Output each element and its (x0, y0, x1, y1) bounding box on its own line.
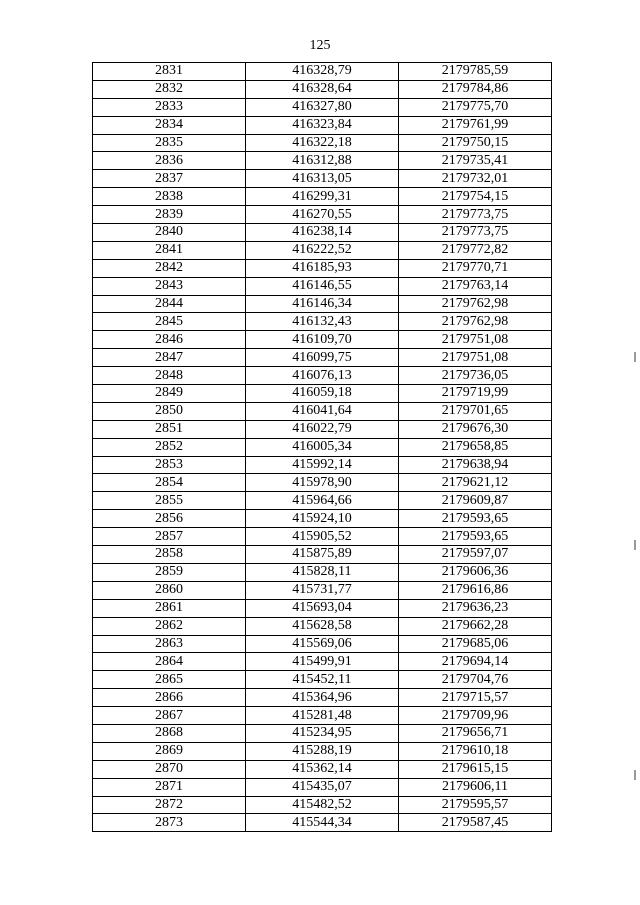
y-coordinate-cell: 2179595,57 (399, 796, 552, 814)
point-number-cell: 2844 (93, 295, 246, 313)
table-row (93, 707, 552, 725)
point-number-cell: 2863 (93, 635, 246, 653)
y-coordinate-cell: 2179658,85 (399, 438, 552, 456)
table-row (93, 563, 552, 581)
table-row (93, 206, 552, 224)
table-row (93, 80, 552, 98)
x-coordinate-cell: 415693,04 (246, 599, 399, 617)
x-coordinate-cell: 415435,07 (246, 778, 399, 796)
point-number-cell: 2845 (93, 313, 246, 331)
table-row (93, 295, 552, 313)
table-row (93, 259, 552, 277)
point-number-cell: 2842 (93, 259, 246, 277)
table-row (93, 617, 552, 635)
point-number-cell: 2861 (93, 599, 246, 617)
table-row (93, 599, 552, 617)
x-coordinate-cell: 415924,10 (246, 510, 399, 528)
scan-edge-mark (634, 352, 636, 362)
table-row (93, 331, 552, 349)
y-coordinate-cell: 2179762,98 (399, 295, 552, 313)
point-number-cell: 2839 (93, 206, 246, 224)
y-coordinate-cell: 2179616,86 (399, 581, 552, 599)
x-coordinate-cell: 416022,79 (246, 420, 399, 438)
x-coordinate-cell: 415731,77 (246, 581, 399, 599)
table-row (93, 528, 552, 546)
point-number-cell: 2846 (93, 331, 246, 349)
table-row (93, 546, 552, 564)
table-row (93, 510, 552, 528)
point-number-cell: 2836 (93, 152, 246, 170)
x-coordinate-cell: 416005,34 (246, 438, 399, 456)
y-coordinate-cell: 2179701,65 (399, 402, 552, 420)
y-coordinate-cell: 2179751,08 (399, 349, 552, 367)
y-coordinate-cell: 2179606,36 (399, 563, 552, 581)
x-coordinate-cell: 416132,43 (246, 313, 399, 331)
x-coordinate-cell: 415288,19 (246, 742, 399, 760)
x-coordinate-cell: 415362,14 (246, 760, 399, 778)
y-coordinate-cell: 2179704,76 (399, 671, 552, 689)
x-coordinate-cell: 415499,91 (246, 653, 399, 671)
table-row (93, 277, 552, 295)
x-coordinate-cell: 416146,34 (246, 295, 399, 313)
coordinates-table (92, 62, 552, 832)
y-coordinate-cell: 2179773,75 (399, 206, 552, 224)
point-number-cell: 2864 (93, 653, 246, 671)
point-number-cell: 2835 (93, 134, 246, 152)
table-row (93, 492, 552, 510)
table-row (93, 170, 552, 188)
table-row (93, 349, 552, 367)
point-number-cell: 2834 (93, 116, 246, 134)
y-coordinate-cell: 2179587,45 (399, 814, 552, 832)
point-number-cell: 2847 (93, 349, 246, 367)
table-row (93, 689, 552, 707)
point-number-cell: 2851 (93, 420, 246, 438)
y-coordinate-cell: 2179750,15 (399, 134, 552, 152)
y-coordinate-cell: 2179593,65 (399, 510, 552, 528)
x-coordinate-cell: 416328,64 (246, 80, 399, 98)
point-number-cell: 2831 (93, 63, 246, 81)
point-number-cell: 2853 (93, 456, 246, 474)
y-coordinate-cell: 2179694,14 (399, 653, 552, 671)
point-number-cell: 2840 (93, 224, 246, 242)
y-coordinate-cell: 2179610,18 (399, 742, 552, 760)
point-number-cell: 2870 (93, 760, 246, 778)
table-row (93, 778, 552, 796)
point-number-cell: 2868 (93, 724, 246, 742)
point-number-cell: 2859 (93, 563, 246, 581)
y-coordinate-cell: 2179785,59 (399, 63, 552, 81)
coordinates-table-body (93, 63, 552, 832)
x-coordinate-cell: 416313,05 (246, 170, 399, 188)
point-number-cell: 2848 (93, 367, 246, 385)
y-coordinate-cell: 2179615,15 (399, 760, 552, 778)
x-coordinate-cell: 415544,34 (246, 814, 399, 832)
table-row (93, 581, 552, 599)
point-number-cell: 2857 (93, 528, 246, 546)
y-coordinate-cell: 2179761,99 (399, 116, 552, 134)
table-row (93, 760, 552, 778)
y-coordinate-cell: 2179621,12 (399, 474, 552, 492)
y-coordinate-cell: 2179735,41 (399, 152, 552, 170)
table-row (93, 116, 552, 134)
point-number-cell: 2849 (93, 385, 246, 403)
y-coordinate-cell: 2179751,08 (399, 331, 552, 349)
y-coordinate-cell: 2179656,71 (399, 724, 552, 742)
y-coordinate-cell: 2179775,70 (399, 98, 552, 116)
table-row (93, 385, 552, 403)
point-number-cell: 2865 (93, 671, 246, 689)
x-coordinate-cell: 416322,18 (246, 134, 399, 152)
table-row (93, 367, 552, 385)
x-coordinate-cell: 416185,93 (246, 259, 399, 277)
point-number-cell: 2862 (93, 617, 246, 635)
y-coordinate-cell: 2179732,01 (399, 170, 552, 188)
y-coordinate-cell: 2179772,82 (399, 241, 552, 259)
scan-edge-mark (634, 770, 636, 780)
table-row (93, 671, 552, 689)
y-coordinate-cell: 2179709,96 (399, 707, 552, 725)
table-row (93, 653, 552, 671)
point-number-cell: 2833 (93, 98, 246, 116)
y-coordinate-cell: 2179606,11 (399, 778, 552, 796)
x-coordinate-cell: 416323,84 (246, 116, 399, 134)
x-coordinate-cell: 416146,55 (246, 277, 399, 295)
point-number-cell: 2832 (93, 80, 246, 98)
y-coordinate-cell: 2179770,71 (399, 259, 552, 277)
y-coordinate-cell: 2179762,98 (399, 313, 552, 331)
table-row (93, 474, 552, 492)
table-row (93, 742, 552, 760)
point-number-cell: 2843 (93, 277, 246, 295)
x-coordinate-cell: 415281,48 (246, 707, 399, 725)
x-coordinate-cell: 415964,66 (246, 492, 399, 510)
x-coordinate-cell: 416328,79 (246, 63, 399, 81)
x-coordinate-cell: 415875,89 (246, 546, 399, 564)
x-coordinate-cell: 415978,90 (246, 474, 399, 492)
table-row (93, 152, 552, 170)
x-coordinate-cell: 416041,64 (246, 402, 399, 420)
y-coordinate-cell: 2179685,06 (399, 635, 552, 653)
x-coordinate-cell: 415628,58 (246, 617, 399, 635)
table-row (93, 796, 552, 814)
point-number-cell: 2873 (93, 814, 246, 832)
x-coordinate-cell: 416059,18 (246, 385, 399, 403)
y-coordinate-cell: 2179736,05 (399, 367, 552, 385)
point-number-cell: 2860 (93, 581, 246, 599)
y-coordinate-cell: 2179715,57 (399, 689, 552, 707)
table-row (93, 420, 552, 438)
x-coordinate-cell: 415828,11 (246, 563, 399, 581)
table-row (93, 134, 552, 152)
y-coordinate-cell: 2179784,86 (399, 80, 552, 98)
point-number-cell: 2858 (93, 546, 246, 564)
table-row (93, 224, 552, 242)
point-number-cell: 2855 (93, 492, 246, 510)
x-coordinate-cell: 415992,14 (246, 456, 399, 474)
point-number-cell: 2871 (93, 778, 246, 796)
table-row (93, 98, 552, 116)
table-row (93, 724, 552, 742)
x-coordinate-cell: 416222,52 (246, 241, 399, 259)
x-coordinate-cell: 416109,70 (246, 331, 399, 349)
point-number-cell: 2867 (93, 707, 246, 725)
table-row (93, 63, 552, 81)
table-row (93, 241, 552, 259)
x-coordinate-cell: 415905,52 (246, 528, 399, 546)
point-number-cell: 2856 (93, 510, 246, 528)
x-coordinate-cell: 415234,95 (246, 724, 399, 742)
point-number-cell: 2838 (93, 188, 246, 206)
x-coordinate-cell: 415452,11 (246, 671, 399, 689)
y-coordinate-cell: 2179719,99 (399, 385, 552, 403)
table-row (93, 456, 552, 474)
y-coordinate-cell: 2179609,87 (399, 492, 552, 510)
y-coordinate-cell: 2179773,75 (399, 224, 552, 242)
table-row (93, 188, 552, 206)
point-number-cell: 2872 (93, 796, 246, 814)
y-coordinate-cell: 2179593,65 (399, 528, 552, 546)
point-number-cell: 2854 (93, 474, 246, 492)
y-coordinate-cell: 2179638,94 (399, 456, 552, 474)
point-number-cell: 2852 (93, 438, 246, 456)
table-row (93, 402, 552, 420)
x-coordinate-cell: 416076,13 (246, 367, 399, 385)
scan-edge-mark (634, 540, 636, 550)
point-number-cell: 2850 (93, 402, 246, 420)
x-coordinate-cell: 415569,06 (246, 635, 399, 653)
y-coordinate-cell: 2179636,23 (399, 599, 552, 617)
y-coordinate-cell: 2179763,14 (399, 277, 552, 295)
x-coordinate-cell: 416299,31 (246, 188, 399, 206)
x-coordinate-cell: 416270,55 (246, 206, 399, 224)
x-coordinate-cell: 415364,96 (246, 689, 399, 707)
point-number-cell: 2866 (93, 689, 246, 707)
point-number-cell: 2869 (93, 742, 246, 760)
x-coordinate-cell: 416099,75 (246, 349, 399, 367)
page-number: 125 (309, 38, 331, 53)
x-coordinate-cell: 415482,52 (246, 796, 399, 814)
point-number-cell: 2841 (93, 241, 246, 259)
table-row (93, 814, 552, 832)
table-row (93, 635, 552, 653)
x-coordinate-cell: 416238,14 (246, 224, 399, 242)
y-coordinate-cell: 2179676,30 (399, 420, 552, 438)
table-row (93, 313, 552, 331)
x-coordinate-cell: 416327,80 (246, 98, 399, 116)
y-coordinate-cell: 2179597,07 (399, 546, 552, 564)
x-coordinate-cell: 416312,88 (246, 152, 399, 170)
table-row (93, 438, 552, 456)
y-coordinate-cell: 2179662,28 (399, 617, 552, 635)
y-coordinate-cell: 2179754,15 (399, 188, 552, 206)
point-number-cell: 2837 (93, 170, 246, 188)
